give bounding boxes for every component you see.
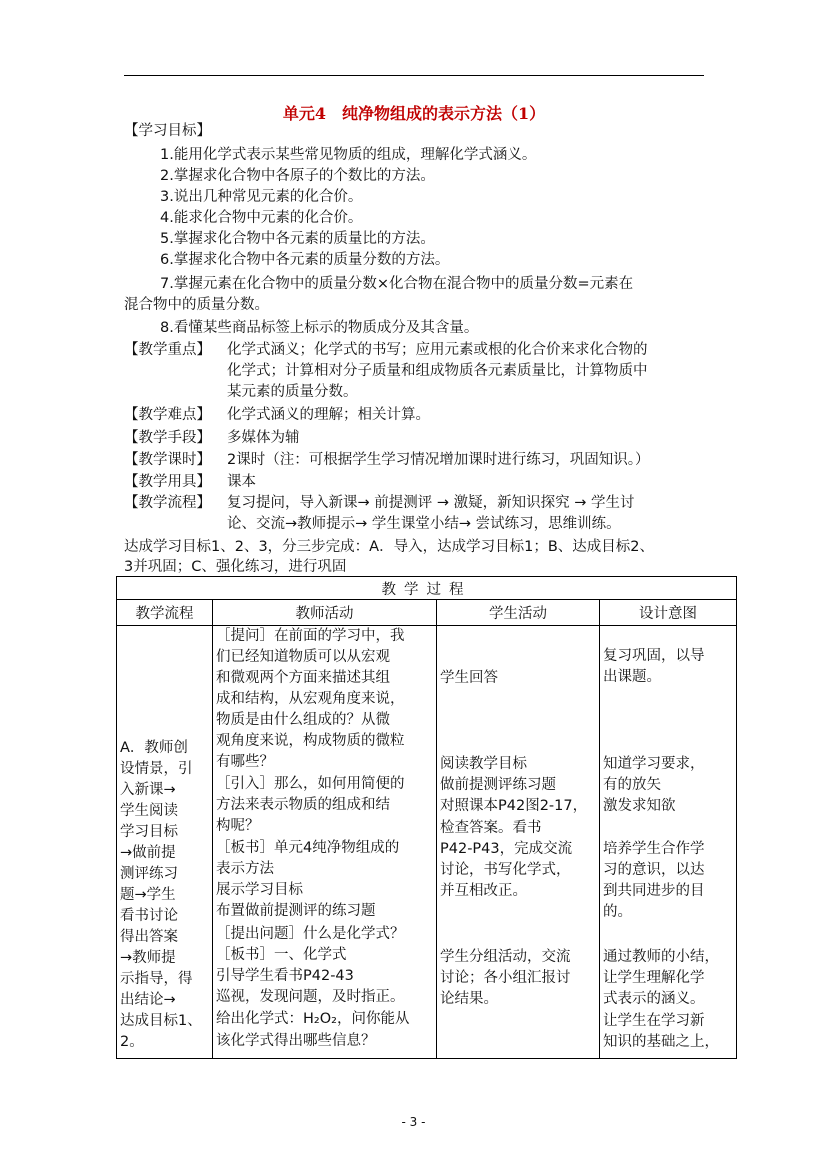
intent-text: 知识的基础之上， <box>603 1034 719 1050</box>
flow-text: 学习目标 <box>120 824 178 840</box>
teacher-text: 和微观两个方面来描述其组 <box>216 670 390 686</box>
student-text: P42-P43，完成交流 <box>440 841 573 857</box>
objective-8: 8.看懂某些商品标签上标示的物质成分及其含量。 <box>160 320 479 336</box>
difficulty-label: 【教学难点】 <box>124 407 211 423</box>
flow-text: 2。 <box>120 1034 144 1050</box>
student-text: 做前提测评练习题 <box>440 777 556 793</box>
key-points-label: 【教学重点】 <box>124 342 211 358</box>
column-header-intent: 设计意图 <box>600 600 737 626</box>
tools-label: 【教学用具】 <box>124 474 211 490</box>
teacher-text: 有哪些？ <box>216 754 274 770</box>
flow-text: 设情景，引 <box>120 761 193 777</box>
flow-text: A．教师创 <box>120 740 188 756</box>
table-header: 教学过程 <box>117 577 737 600</box>
process-table <box>116 576 737 1059</box>
objective-7-cont: 混合物中的质量分数。 <box>124 297 269 313</box>
key-points-line-2: 化学式；计算相对分子质量和组成物质各元素质量比，计算物质中 <box>227 363 648 379</box>
flow-text: 出结论→ <box>120 992 176 1008</box>
intent-text: 让学生在学习新 <box>603 1013 705 1029</box>
teacher-text: 引导学生看书P42-43 <box>216 968 354 984</box>
intent-text: 知道学习要求， <box>603 756 705 772</box>
means-label: 【教学手段】 <box>124 430 211 446</box>
teacher-text: 该化学式得出哪些信息？ <box>216 1033 376 1049</box>
intent-text: 出课题。 <box>603 669 661 685</box>
flow-text: 看书讨论 <box>120 908 178 924</box>
header-rule <box>124 75 704 76</box>
teacher-text: 布置做前提测评的练习题 <box>216 903 376 919</box>
key-points-line-3: 某元素的质量分数。 <box>227 384 358 400</box>
summary-line-1: 达成学习目标1、2、3，分三步完成：A．导入，达成学习目标1；B、达成目标2、 <box>124 539 654 555</box>
objective-5: 5.掌握求化合物中各元素的质量比的方法。 <box>160 231 435 247</box>
cell-flow <box>117 626 213 1059</box>
intent-text: 有的放矢 <box>603 777 661 793</box>
flow-text: →教师提 <box>120 950 176 966</box>
flow-line-1: 复习提问，导入新课→ 前提测评 → 激疑，新知识探究 → 学生讨 <box>227 495 635 511</box>
page-number: - 3 - <box>401 1115 426 1129</box>
student-text: 论结果。 <box>440 991 498 1007</box>
objectives-heading: 【学习目标】 <box>124 123 211 139</box>
objective-2: 2.掌握求化合物中各原子的个数比的方法。 <box>160 168 435 184</box>
teacher-text: 构呢？ <box>216 818 260 834</box>
hours-label: 【教学课时】 <box>124 452 211 468</box>
teacher-text: ［板书］一、化学式 <box>216 947 347 963</box>
intent-text: 激发求知欲 <box>603 798 676 814</box>
intent-text: 通过教师的小结， <box>603 949 719 965</box>
intent-text: 让学生理解化学 <box>603 970 705 986</box>
flow-line-2: 论、交流→教师提示→ 学生课堂小结→ 尝试练习，思维训练。 <box>227 516 621 532</box>
intent-text: 复习巩固，以导 <box>603 648 705 664</box>
means-text: 多媒体为辅 <box>227 430 300 446</box>
intent-text: 到共同进步的目 <box>603 883 705 899</box>
difficulty-text: 化学式涵义的理解；相关计算。 <box>227 407 430 423</box>
student-text: 学生分组活动，交流 <box>440 949 571 965</box>
flow-text: 题→学生 <box>120 887 176 903</box>
teacher-text: ［提问］在前面的学习中，我 <box>216 628 405 644</box>
teacher-text: 物质是由什么组成的？从微 <box>216 712 390 728</box>
tools-text: 课本 <box>227 474 256 490</box>
intent-text: 式表示的涵义。 <box>603 991 705 1007</box>
key-points-line-1: 化学式涵义；化学式的书写；应用元素或根的化合价来求化合物的 <box>227 342 648 358</box>
flow-text: 测评练习 <box>120 866 178 882</box>
flow-text: 入新课→ <box>120 782 176 798</box>
hours-text: 2课时（注：可根据学生学习情况增加课时进行练习，巩固知识。） <box>227 452 650 468</box>
teacher-text: 展示学习目标 <box>216 882 303 898</box>
objective-7: 7.掌握元素在化合物中的质量分数×化合物在混合物中的质量分数=元素在 <box>160 276 634 292</box>
intent-text: 的。 <box>603 904 632 920</box>
teacher-text: ［引入］那么，如何用简便的 <box>216 776 405 792</box>
student-text: 讨论；各小组汇报讨 <box>440 970 571 986</box>
teacher-text: 巡视，发现问题，及时指正。 <box>216 989 405 1005</box>
student-text: 并互相改正。 <box>440 883 527 899</box>
objective-3: 3.说出几种常见元素的化合价。 <box>160 189 363 205</box>
student-text: 学生回答 <box>440 670 498 686</box>
column-header-flow: 教学流程 <box>117 600 213 626</box>
student-text: 讨论，书写化学式， <box>440 862 571 878</box>
teacher-text: 观角度来说，构成物质的微粒 <box>216 733 405 749</box>
teacher-text: 给出化学式：H₂O₂，问你能从 <box>216 1011 410 1027</box>
teacher-text: 们已经知道物质可以从宏观 <box>216 649 390 665</box>
page-title: 单元4 纯净物组成的表示方法（1） <box>282 104 546 123</box>
teacher-text: ［提出问题］什么是化学式？ <box>216 926 405 942</box>
student-text: 检查答案。看书 <box>440 820 542 836</box>
student-text: 对照课本P42图2-17， <box>440 798 588 814</box>
intent-text: 培养学生合作学 <box>603 841 705 857</box>
cell-intent <box>600 626 737 1059</box>
objective-6: 6.掌握求化合物中各元素的质量分数的方法。 <box>160 252 450 268</box>
column-header-teacher: 教师活动 <box>213 600 437 626</box>
cell-teacher <box>213 626 437 1059</box>
objective-4: 4.能求化合物中元素的化合价。 <box>160 210 363 226</box>
objective-1: 1.能用化学式表示某些常见物质的组成，理解化学式涵义。 <box>160 147 537 163</box>
column-header-student: 学生活动 <box>437 600 600 626</box>
teacher-text: 方法来表示物质的组成和结 <box>216 797 390 813</box>
flow-text: 学生阅读 <box>120 803 178 819</box>
summary-line-2: 3并巩固；C、强化练习，进行巩固 <box>124 559 347 575</box>
flow-label: 【教学流程】 <box>124 495 211 511</box>
teacher-text: 成和结构，从宏观角度来说， <box>216 691 405 707</box>
teacher-text: 表示方法 <box>216 861 274 877</box>
intent-text: 习的意识，以达 <box>603 862 705 878</box>
teacher-text: ［板书］单元4纯净物组成的 <box>216 840 400 856</box>
cell-student <box>437 626 600 1059</box>
flow-text: 得出答案 <box>120 929 178 945</box>
flow-text: 达成目标1、 <box>120 1013 202 1029</box>
student-text: 阅读教学目标 <box>440 756 527 772</box>
flow-text: →做前提 <box>120 845 176 861</box>
flow-text: 示指导，得 <box>120 971 193 987</box>
